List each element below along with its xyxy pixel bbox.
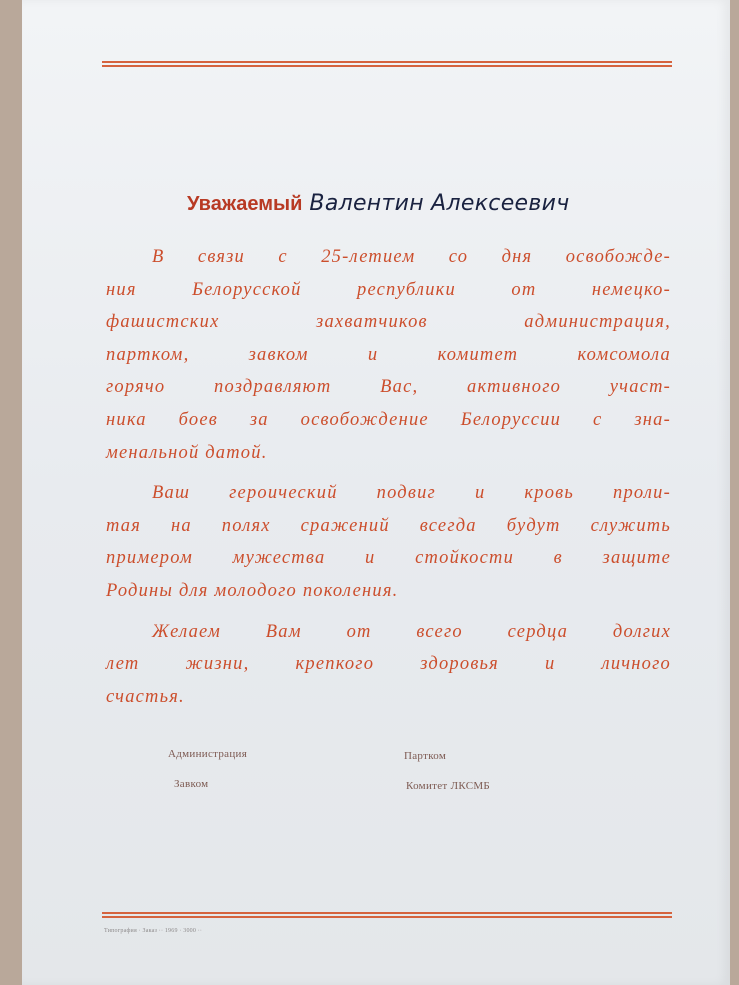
text-line: ния Белорусской республики от немецко- — [106, 279, 671, 300]
recipient-name: Валентин Алексеевич — [309, 191, 570, 216]
text-line: менальной датой. — [106, 442, 268, 463]
signature-komitet: Комитет ЛКСМБ — [406, 780, 491, 792]
text-line: партком, завком и комитет комсомола — [106, 344, 671, 365]
paragraph-1 — [106, 241, 671, 469]
text-line: Родины для молодого поколения. — [106, 580, 399, 601]
text-line: примером мужества и стойкости в защите — [106, 548, 671, 569]
bottom-double-rule — [102, 912, 672, 918]
letter-body — [106, 241, 671, 721]
greeting — [187, 190, 707, 218]
paragraph-2 — [106, 477, 671, 607]
salutation: Уважаемый — [187, 193, 303, 215]
text-line: Ваш героический подвиг и кровь проли- — [152, 483, 671, 504]
text-line: горячо поздравляют Вас, активного участ- — [106, 377, 671, 398]
text-line: В связи с 25-летием со дня освобожде- — [152, 247, 671, 267]
signature-administration: Администрация — [168, 748, 248, 760]
text-line: фашистских захватчиков администрация, — [106, 312, 671, 333]
paragraph-3 — [106, 616, 671, 714]
signature-partkom: Партком — [404, 750, 447, 762]
text-line: тая на полях сражений всегда будут служить — [106, 515, 671, 536]
top-double-rule — [102, 61, 672, 67]
print-imprint: Типография · Заказ ·· 1969 · 3000 ·· — [104, 928, 203, 934]
certificate-sheet — [22, 0, 730, 985]
text-line: лет жизни, крепкого здоровья и личного — [106, 654, 671, 675]
signature-zavkom: Завком — [174, 778, 209, 790]
text-line: ника боев за освобождение Белоруссии с зна- — [106, 409, 671, 430]
text-line: Желаем Вам от всего сердца долгих — [152, 621, 671, 642]
text-line: счастья. — [106, 686, 185, 707]
